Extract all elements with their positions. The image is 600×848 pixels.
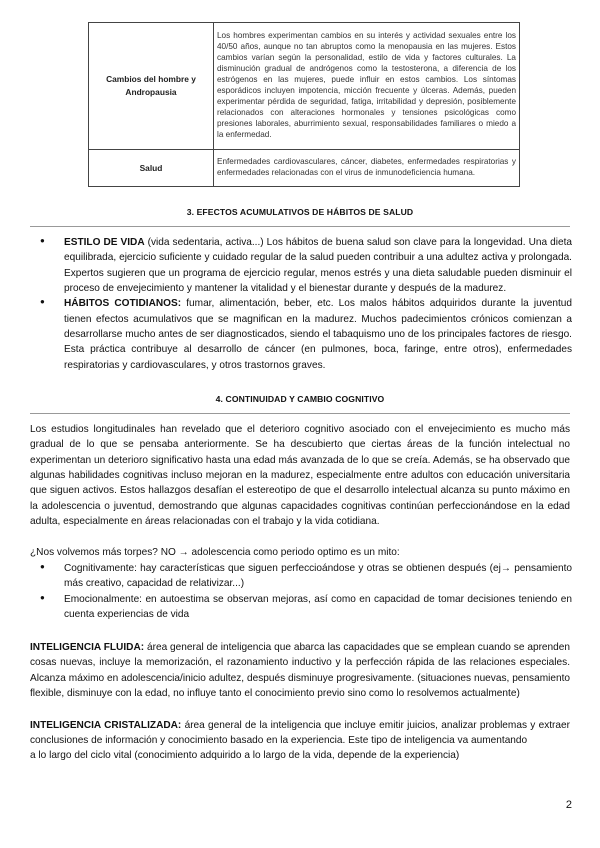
health-habits-list xyxy=(40,235,572,373)
crystallized-intelligence-text: área general de la inteligencia que incluye emitir juicios, analizar problemas y extraer conclusiones de información y conocimiento basado en la experiencia. Este tipo de inteligencia va aumentando xyxy=(30,720,570,747)
term-daily-habits: HÁBITOS COTIDIANOS: xyxy=(64,298,182,310)
row-content: Los hombres experimentan cambios en su interés y actividad sexuales entre los 40/50 años, aunque no tan abruptos como la menopausia en las mujeres. Estos cambios varían según la personalidad, estilo de vida y factores culturales. La disminución gradual de andrógenos como la testosterona, a diferencia de los estrógenos en las mujeres, puede influir en estos cambios. Los síntomas esporádicos incluyen impotencia, micción frecuente y úlceras. Además, pueden experimentar pérdida de seguridad, fatiga, irritabilidad y depresión, posiblemente relacionados con alteraciones hormonales y tensiones psicológicas como presiones laborales, aburrimiento sexual, responsabilidades familiares o miedo a la enfermedad. xyxy=(214,23,520,150)
page-number: 2 xyxy=(565,799,572,811)
table-row xyxy=(89,23,520,150)
crystallized-intelligence-paragraph xyxy=(30,718,570,749)
improvements-list xyxy=(40,561,572,622)
list-item-lifestyle xyxy=(40,235,572,296)
section-divider xyxy=(30,226,570,227)
row-content: Enfermedades cardiovasculares, cáncer, diabetes, enfermedades respiratorias y enfermedades relacionadas con el virus de inmunodeficiencia humana. xyxy=(214,150,520,187)
list-item-emotional: ● Emocionalmente: en autoestima se observan mejoras, así como en capacidad de tomar decisiones teniendo en cuenta experiencias de vida xyxy=(40,592,572,623)
section-4-heading: 4. CONTINUIDAD Y CAMBIO COGNITIVO xyxy=(215,394,385,404)
section-3-heading: 3. EFECTOS ACUMULATIVOS DE HÁBITOS DE SALUD xyxy=(186,207,414,217)
list-item-cognitive: ● Cognitivamente: hay características que siguen perfeccioándose y otras se obtienen después (ej→ pensamiento más creativo, capacidad de relativizar...) xyxy=(40,561,572,592)
question-line: ¿Nos volvemos más torpes? NO → adolescencia como periodo optimo es un mito: xyxy=(30,547,400,558)
fluid-intelligence-text: área general de inteligencia que abarca las capacidades que se emplean cuando se aprenden cosas nuevas, incluye la memorización, el razonamiento inductivo y la perfección rápida de las relaciones especiales. Alcanza máximo en adolescencia/inicio adultez, después disminuye progresivamente. (situaciones nuevas, pensamiento flexible, disminuye con la edad, no influye tanto el conocimiento previo sino como lo resolvemos actualmente) xyxy=(30,642,570,699)
lifestyle-text: (vida sedentaria, activa...) Los hábitos de buena salud son clave para la longevidad. Una dieta equilibrada, ejercicio suficiente y cuidado regular de la salud pueden contribuir a una adultez activa y prolongada. Expertos sugieren que un programa de ejercicio regular, menos estrés y una dieta saludable pueden disminuir el proceso de envejecimiento y mantener la vitalidad y el bienestar durante y después de la madurez. xyxy=(64,237,572,294)
row-label: Salud xyxy=(89,150,214,187)
list-item-daily-habits xyxy=(40,296,572,373)
term-lifestyle: ESTILO DE VIDA xyxy=(64,237,145,248)
fluid-intelligence-term: INTELIGENCIA FLUIDA: xyxy=(30,642,145,653)
fluid-intelligence-paragraph xyxy=(30,640,570,701)
section-divider xyxy=(30,413,570,414)
development-table xyxy=(88,22,520,187)
crystallized-intelligence-line2: a lo largo del ciclo vital (conocimiento adquirido a lo largo de la vida, depende de la experiencia) xyxy=(30,750,460,761)
cognitive-intro-paragraph: Los estudios longitudinales han revelado que el deterioro cognitivo asociado con el envejecimiento es mucho más gradual de lo que se pensaba anteriormente. Se ha descubierto que ciertas áreas de la función intelectual no experimentan un deterioro significativo hasta una edad más avanzada de lo que se creía. Además, se ha observado que algunas habilidades cognitivas incluso mejoran en la madurez, especialmente entre adultos con educación universitaria que siguen activos. Estos hallazgos desafían el estereotipo de que el desarrollo intelectual alcanza su punto máximo en la adolescencia o juventud, demostrando que algunas capacidades cognitivas continúan perfeccionándose en la edad adulta, especialmente en áreas relacionadas con el trabajo y la vida cotidiana. xyxy=(30,424,570,527)
crystallized-intelligence-term: INTELIGENCIA CRISTALIZADA: xyxy=(30,720,182,731)
table-row xyxy=(89,150,520,187)
daily-habits-text: fumar, alimentación, beber, etc. Los malos hábitos adquiridos durante la juventud tienen efectos acumulativos que se magnifican en la madurez. Muchos padecimientos crónicos comienzan a desarrollarse mucho antes de ser diagnosticados, siendo el tabaquismo uno de los principales factores de riesgo. Esta práctica contribuye al desarrollo de cáncer (en pulmones, boca, faringe, entre otros), enfermedades respiratorias y cardiovasculares, y otros trastornos graves. xyxy=(64,298,572,371)
row-label: Cambios del hombre y Andropausia xyxy=(89,23,214,150)
